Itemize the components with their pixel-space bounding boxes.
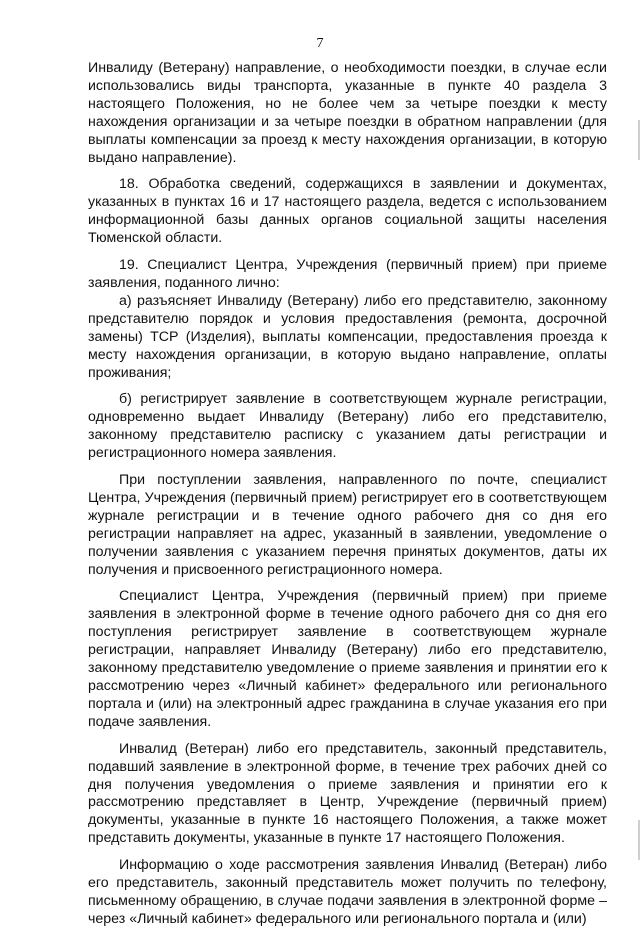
document-body — [88, 60, 607, 929]
paragraph-continuation: Инвалиду (Ветерану) направление, о необходимости поездки, в случае если использовались виды транспорта, указанные в пункте 40 раздела 3 настоящего Положения, но не более чем за четыре поездки к месту нахождения организации и за четыре поездки в обратном направлении (для выплаты компенсации за проезд к месту нахождения организации, в которую выдано направление). — [88, 60, 607, 166]
paragraph-19-b: б) регистрирует заявление в соответствующем журнале регистрации, одновременно выдает Инвалиду (Ветерану) либо его представителю, законному представителю расписку с указанием даты регистрации и регистрационного номера заявления. — [88, 391, 607, 462]
paragraph-status-info: Информацию о ходе рассмотрения заявления Инвалид (Ветеран) либо его представитель, законный представитель может получить по телефону, письменному обращению, в случае подачи заявления в электронной форме – через «Личный кабинет» федерального или регионального портала и (или) — [88, 857, 607, 927]
page-number: 7 — [316, 36, 324, 51]
paragraph-documents: Инвалид (Ветеран) либо его представитель, законный представитель, подавший заявление в электронной форме, в течение трех рабочих дней со дня получения уведомления о приеме заявления и принятии его к рассмотрению представляет в Центр, Учреждение (первичный прием) документы, указанные в пункте 16 настоящего Положения, а также может представить документы, указанные в пункте 17 настоящего Положения. — [88, 740, 607, 847]
paragraph-18: 18. Обработка сведений, содержащихся в заявлении и документах, указанных в пунктах 16 и 17 настоящего раздела, ведется с использованием информационной базы данных органов социальной защиты населения Тюменской области. — [88, 176, 607, 247]
paragraph-postal: При поступлении заявления, направленного по почте, специалист Центра, Учреждения (первичный прием) регистрирует его в соответствующем журнале регистрации и в течение одного рабочего дня со дня его регистрации направляет на адрес, указанный в заявлении, уведомление о получении заявления с указанием перечня принятых документов, даты их получения и присвоенного регистрационного номера. — [88, 472, 607, 578]
paragraph-electronic: Специалист Центра, Учреждения (первичный прием) при приеме заявления в электронной форме в течение одного рабочего дня со дня его поступления регистрирует заявление в соответствующем журнале регистрации, направляет Инвалиду (Ветерану) либо его представителю, законному представителю уведомление о приеме заявления и принятии его к рассмотрению через «Личный кабинет» федерального или регионального портала и (или) на электронный адрес гражданина в случае указания его при подаче заявления. — [88, 588, 607, 730]
paragraph-19-a: а) разъясняет Инвалиду (Ветерану) либо его представителю, законному представителю порядок и условия предоставления (ремонта, досрочной замены) ТСР (Изделия), выплаты компенсации, предоставления проезда к месту нахождения организации, в которую выдано направление, оплаты проживания; — [88, 292, 607, 381]
paragraph-19: 19. Специалист Центра, Учреждения (первичный прием) при приеме заявления, поданного лично: — [88, 257, 607, 291]
